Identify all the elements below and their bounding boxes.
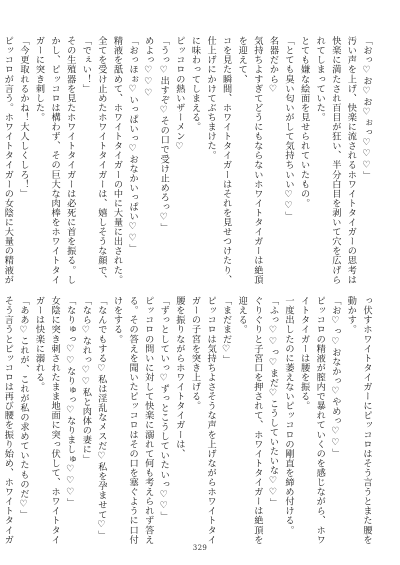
- paragraph: 一度出したのに萎えないピッコロの剛直を締め付ける。: [283, 296, 295, 535]
- text-block-upper: [2, 36, 374, 286]
- paragraph: 「なんでもする♡私は淫乱なメスだ♡私を孕ませて♡」: [95, 296, 107, 541]
- page-number: 329: [192, 544, 208, 552]
- paragraph: ピッコロは気持ちよさそうな声を上げながらホワイトタイガーの子宮を突き上げる。: [189, 296, 217, 545]
- paragraph: 「ああ♡これが、これが私の求めていたものだ♡」: [17, 296, 29, 520]
- paragraph: ピッコロが言う。ホワイトタイガーの女陰に大量の精液が: [2, 36, 14, 285]
- paragraph: に味わってしまえる。: [189, 36, 201, 132]
- paragraph: ピッコロの問いに対して快楽に溺れて何も考えられず答える。その答えを聞いたピッコロはその口を塞ぐように口付けをする。: [111, 296, 154, 545]
- paragraph: めよっ♡♡♡: [142, 36, 154, 99]
- paragraph: そう言うとピッコロは再び腰を振り始め、ホワイトタイガ: [2, 296, 14, 545]
- paragraph: 汚い声を上げ、快楽に流されるホワイトタイガーの思考は快楽に満たされ百目が狂い、半分白目を剥いて穴を広げられてしまっていた。: [314, 36, 357, 285]
- paragraph: 「なら♡なれっ♡♡私と肉体の妻に」: [80, 296, 92, 464]
- paragraph: 「うっ♡出すぞ♡その口で受け止めろっ♡」: [158, 36, 170, 233]
- paragraph: 全てを受け止めたホワイトタイガーは、嬉しそうな顔で、: [95, 36, 107, 285]
- paragraph: 「とても臭い匂いがして気持ちいい♡♡」: [283, 36, 295, 222]
- text-block-lower: [2, 296, 374, 546]
- paragraph: ぐりぐりと子宮口を押されて、ホワイトタイガーは絶頂を迎える。: [236, 296, 263, 545]
- paragraph: 「ふっ♡♡っ♡まだ♡こうしていたいな♡♡」: [267, 296, 279, 508]
- paragraph: っ伏すホワイトタイガーにピッコロはそう言うとまた腰を動かす。: [345, 296, 372, 545]
- paragraph: コを見た瞬間、ホワイトタイガーはそれを見せつけたり、仕上げにかけてぶちまけた。: [205, 36, 232, 285]
- paragraph: 精液を舐めて、ホワイトタイガーの中に大量に出された。: [111, 36, 123, 285]
- paragraph: 「今更取れるかね！大人しくしろ！」: [17, 36, 29, 199]
- paragraph: ピッコロの精液が膣内で暴れていくのを感じながら、ホワイトタイガーは腰を振る。: [298, 296, 326, 545]
- paragraph: その生殖器を見たホワイトタイガーは必死に首を振る。しかし、ピッコロは構わず、その巨大な肉棒をホワイトタイガーに突き刺した。: [33, 36, 76, 285]
- paragraph: 気持ちよすぎてどうにもならないホワイトタイガーは絶頂を迎えて、: [236, 36, 263, 285]
- paragraph: 腰を振りながらホワイトタイガーは、: [173, 296, 185, 459]
- paragraph: 「おっ♡お♡お♡ぉっ♡♡♡」: [361, 36, 372, 181]
- paragraph: 女陰に突き刺されたまま地面に突っ伏して、ホワイトタイガーは快楽に溺れる。: [33, 296, 61, 545]
- paragraph: 「ずっとしていっ♡ずっとこうしていたいっ♡♡」: [158, 296, 170, 522]
- paragraph: 「まだまだ♡」: [220, 296, 232, 365]
- paragraph: 「おっほぉ♡いっぱいっ♡おなかいっぱい♡♡」: [127, 36, 139, 254]
- paragraph: ピッコロの熱いザーメン♡: [173, 36, 185, 153]
- paragraph: 「お♡っ♡おなかっ♡やめっ♡♡」: [329, 296, 341, 458]
- paragraph: 「なりゅっ♡♡なりゅっ♡なりましゅ♡♡♡」: [64, 296, 76, 508]
- paragraph: とても嫌な絵面を見せられていたもの。: [298, 36, 310, 208]
- paragraph: 「でぇい！」: [80, 36, 92, 94]
- paragraph: 名器だから♡: [267, 36, 279, 96]
